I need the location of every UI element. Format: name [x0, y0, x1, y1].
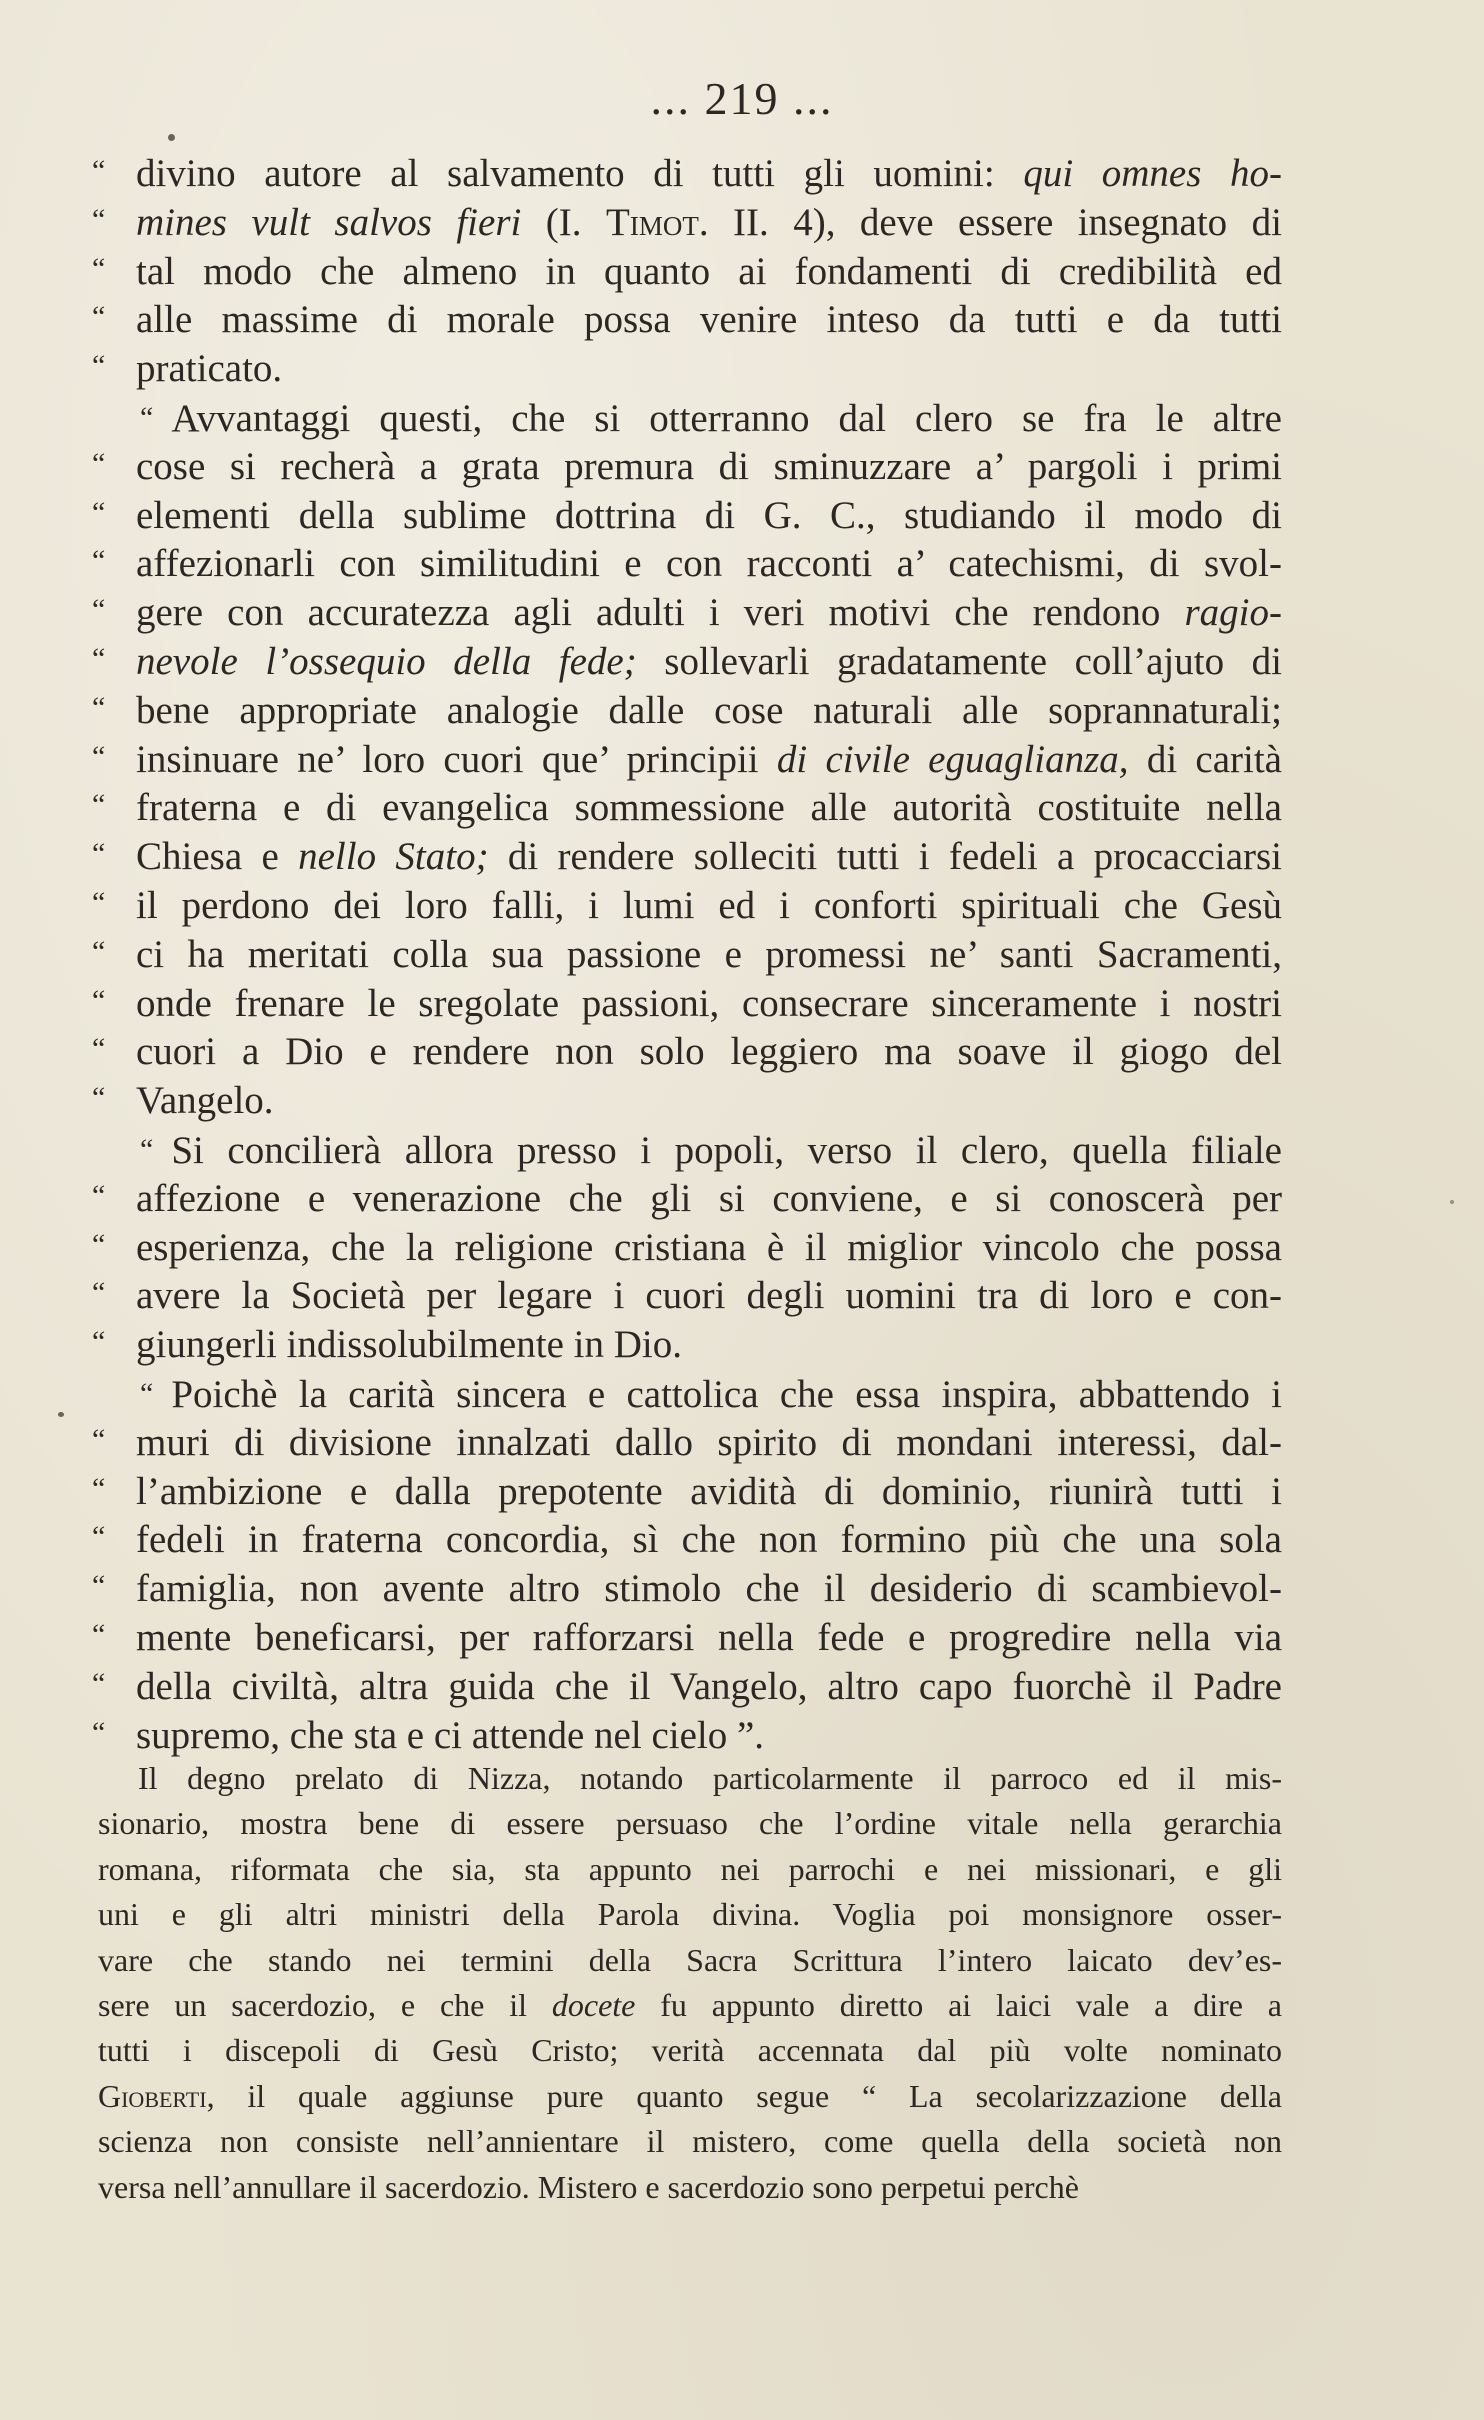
text-run: divino autore al salvamento di tutti gli uomini: [136, 152, 1024, 195]
line-text [136, 1614, 1282, 1663]
continuation-quote-mark: “ [92, 495, 106, 529]
quoted-line [92, 882, 1282, 931]
continuation-quote-mark: “ [92, 1471, 106, 1505]
quoted-line [92, 1077, 1282, 1126]
text-run: scienza non consiste nell’annientare il mistero, come quella della società non [98, 2123, 1282, 2160]
line-text [136, 882, 1282, 931]
text-run: gere con accuratezza agli adulti i veri motivi che rendono [136, 591, 1185, 635]
continuation-quote-mark: “ [92, 1569, 106, 1603]
text-run: esperienza, che la religione cristiana è il miglior vincolo che possa [136, 1225, 1282, 1269]
text-run: di rendere solleciti tutti i fedeli a procacciarsi [488, 835, 1282, 879]
text-run: (I. [521, 200, 606, 244]
line-text [136, 345, 1282, 394]
line-text [136, 1028, 1282, 1077]
quoted-line [92, 687, 1282, 736]
body-line [98, 1983, 1282, 2028]
italic-text: di civile eguaglianza, [776, 737, 1129, 781]
text-run: di carità [1128, 737, 1282, 781]
quoted-line [92, 1419, 1282, 1468]
line-text [136, 1712, 1282, 1761]
quoted-line [92, 443, 1282, 492]
quoted-line [92, 492, 1282, 541]
text-run: Il degno prelato di Nizza, notando particolarmente il parroco ed il mis- [138, 1760, 1282, 1796]
continuation-quote-mark: “ [92, 1715, 106, 1749]
continuation-quote-mark: “ [92, 1617, 106, 1651]
quoted-line [92, 1028, 1282, 1077]
line-text [140, 1126, 1282, 1176]
line-text [136, 443, 1282, 492]
text-run: tutti i discepoli di Gesù Cristo; verità accennata dal più volte nominato [98, 2032, 1282, 2069]
line-text [136, 199, 1282, 248]
text-run: insinuare ne’ loro cuori que’ principii [136, 737, 777, 781]
continuation-quote-mark: “ [92, 983, 106, 1017]
continuation-quote-mark: “ [92, 1520, 106, 1554]
quoted-line [92, 150, 1282, 199]
quoted-line [92, 199, 1282, 248]
italic-text: qui omnes ho- [1023, 152, 1282, 195]
quoted-line [92, 345, 1282, 394]
quoted-line [92, 589, 1282, 638]
text-run: famiglia, non avente altro stimolo che il desiderio di scambievol- [136, 1567, 1282, 1611]
text-run: affezione e venerazione che gli si conviene, e si conoscerà per [136, 1176, 1282, 1220]
quoted-line [92, 638, 1282, 687]
continuation-quote-mark: “ [92, 1276, 106, 1310]
quoted-line [92, 1565, 1282, 1614]
commentary-paragraph [98, 1756, 1282, 2210]
body-line [98, 1847, 1282, 1892]
body-line [98, 2165, 1282, 2210]
line-text [136, 1175, 1282, 1224]
text-run: il perdono dei loro falli, i lumi ed i conforti spirituali che Gesù [136, 883, 1282, 927]
line-text [136, 1077, 1282, 1126]
continuation-quote-mark: “ [92, 349, 106, 383]
small-caps-text: Gioberti [98, 2077, 207, 2114]
quoted-line [92, 736, 1282, 785]
line-text [136, 589, 1282, 638]
text-run: sollevarli gradatamente coll’ajuto di [636, 639, 1282, 683]
line-text [136, 492, 1282, 541]
body-line [98, 1938, 1282, 1983]
quoted-line [92, 540, 1282, 589]
body-line [98, 2028, 1282, 2073]
line-text [136, 1468, 1282, 1517]
opening-quote-mark: “ [140, 400, 154, 434]
text-run: . II. 4), deve essere insegnato di [698, 200, 1282, 244]
line-text [136, 1321, 1282, 1370]
italic-text: nevole l’ossequio della fede; [136, 639, 637, 683]
quoted-line [92, 1175, 1282, 1224]
text-run: onde frenare le sregolate passioni, consecrare sinceramente i nostri [136, 981, 1282, 1025]
line-text [136, 1272, 1282, 1321]
line-text [136, 980, 1282, 1029]
continuation-quote-mark: “ [92, 1178, 106, 1212]
quoted-line [92, 980, 1282, 1029]
text-run: ci ha meritati colla sua passione e promessi ne’ santi Sacramenti, [136, 932, 1282, 976]
quoted-line [92, 1516, 1282, 1565]
line-text [136, 736, 1282, 785]
text-run: Chiesa e [136, 835, 299, 879]
text-run: elementi della sublime dottrina di G. C., studiando il modo di [136, 493, 1282, 537]
line-text [136, 150, 1282, 199]
line-text [140, 1370, 1282, 1420]
continuation-quote-mark: “ [92, 202, 106, 236]
continuation-quote-mark: “ [92, 593, 106, 627]
text-run: mente beneficarsi, per rafforzarsi nella fede e progredire nella via [136, 1615, 1282, 1659]
text-run: Si concilierà allora presso i popoli, verso il clero, quella filiale [171, 1128, 1282, 1172]
text-run: uni e gli altri ministri della Parola divina. Voglia poi monsignore osser- [98, 1896, 1282, 1933]
text-run: alle massime di morale possa venire inteso da tutti e da tutti [136, 298, 1282, 342]
text-run: sere un sacerdozio, e che il [98, 1986, 552, 2023]
small-caps-text: Timot [606, 200, 699, 244]
text-run: vare che stando nei termini della Sacra Scrittura l’intero laicato dev’es- [98, 1941, 1282, 1978]
line-text [136, 784, 1282, 833]
text-run: versa nell’annullare il sacerdozio. Mistero e sacerdozio sono perpetui perchè [98, 2168, 1079, 2205]
text-run: avere la Società per legare i cuori degli uomini tra di loro e con- [136, 1274, 1282, 1318]
text-run: fraterna e di evangelica sommessione alle autorità costituite nella [136, 786, 1282, 830]
continuation-quote-mark: “ [92, 934, 106, 968]
quoted-line [92, 1126, 1282, 1175]
text-run: sionario, mostra bene di essere persuaso che l’ordine vitale nella gerarchia [98, 1805, 1282, 1842]
continuation-quote-mark: “ [92, 544, 106, 578]
text-run: giungerli indissolubilmente in Dio. [136, 1323, 682, 1367]
quoted-line [92, 1321, 1282, 1370]
continuation-quote-mark: “ [92, 885, 106, 919]
continuation-quote-mark: “ [92, 1422, 106, 1456]
text-run: tal modo che almeno in quanto ai fondamenti di credibilità ed [136, 249, 1282, 293]
continuation-quote-mark: “ [92, 251, 106, 285]
quoted-line [92, 1663, 1282, 1712]
quoted-line [92, 1468, 1282, 1517]
quoted-line [92, 248, 1282, 297]
body-line [98, 1756, 1282, 1801]
line-text [136, 1419, 1282, 1468]
line-text [136, 248, 1282, 297]
italic-text: nello Stato; [298, 835, 489, 879]
quoted-line [92, 931, 1282, 980]
text-run: romana, riformata che sia, sta appunto nei parrochi e nei missionari, e gli [98, 1850, 1282, 1887]
line-text [136, 1565, 1282, 1614]
ink-speck [1450, 1200, 1454, 1204]
line-text [136, 540, 1282, 589]
continuation-quote-mark: “ [92, 1032, 106, 1066]
text-run: Vangelo. [136, 1079, 274, 1123]
text-run: muri di divisione innalzati dallo spirito di mondani interessi, dal- [136, 1420, 1282, 1464]
text-run: fu appunto diretto ai laici vale a dire a [635, 1986, 1283, 2023]
text-run: praticato. [136, 347, 283, 391]
italic-text: ragio- [1184, 591, 1282, 635]
quoted-line [92, 394, 1282, 443]
line-text [136, 1516, 1282, 1565]
line-text [136, 833, 1282, 882]
quoted-line [92, 833, 1282, 882]
continuation-quote-mark: “ [92, 1227, 106, 1261]
continuation-quote-mark: “ [92, 446, 106, 480]
quoted-line [92, 1614, 1282, 1663]
text-run: della civiltà, altra guida che il Vangelo, altro capo fuorchè il Padre [136, 1664, 1282, 1708]
quoted-line [92, 296, 1282, 345]
line-text [136, 931, 1282, 980]
continuation-quote-mark: “ [92, 1325, 106, 1359]
opening-quote-mark: “ [140, 1376, 154, 1410]
line-text [140, 394, 1282, 444]
page-number: ... 219 ... [650, 73, 834, 124]
line-text [136, 687, 1282, 736]
continuation-quote-mark: “ [92, 1666, 106, 1700]
ink-speck [168, 134, 175, 141]
text-run: cuori a Dio e rendere non solo leggiero ma soave il giogo del [136, 1030, 1282, 1074]
line-text [136, 1663, 1282, 1712]
quoted-line [92, 784, 1282, 833]
quoted-passage [92, 150, 1282, 1760]
body-line [98, 1892, 1282, 1937]
continuation-quote-mark: “ [92, 1081, 106, 1115]
continuation-quote-mark: “ [92, 739, 106, 773]
italic-text: docete [551, 1986, 636, 2023]
body-line [98, 2119, 1282, 2164]
ink-speck [58, 1412, 64, 1417]
line-text [136, 1224, 1282, 1273]
body-line [98, 1801, 1282, 1846]
opening-quote-mark: “ [140, 1132, 154, 1166]
text-run: bene appropriate analogie dalle cose naturali alle soprannaturali; [136, 688, 1282, 732]
quoted-line [92, 1272, 1282, 1321]
quoted-line [92, 1370, 1282, 1419]
quoted-line [92, 1712, 1282, 1761]
continuation-quote-mark: “ [92, 641, 106, 675]
text-run: fedeli in fraterna concordia, sì che non formino più che una sola [136, 1518, 1282, 1562]
text-run: Poichè la carità sincera e cattolica che essa inspira, abbattendo i [171, 1372, 1282, 1416]
continuation-quote-mark: “ [92, 837, 106, 871]
italic-text: mines vult salvos fieri [136, 200, 522, 244]
continuation-quote-mark: “ [92, 154, 106, 187]
line-text [136, 296, 1282, 345]
text-run: Avvantaggi questi, che si otterranno dal clero se fra le altre [171, 396, 1282, 440]
text-run: , il quale aggiunse pure quanto segue “ La secolarizzazione della [206, 2077, 1282, 2114]
continuation-quote-mark: “ [92, 788, 106, 822]
quoted-line [92, 1224, 1282, 1273]
text-run: l’ambizione e dalla prepotente avidità di dominio, riunirà tutti i [136, 1469, 1282, 1513]
continuation-quote-mark: “ [92, 690, 106, 724]
continuation-quote-mark: “ [92, 300, 106, 334]
text-run: supremo, che sta e ci attende nel cielo ”. [136, 1713, 765, 1757]
text-run: affezionarli con similitudini e con racconti a’ catechismi, di svol- [136, 542, 1282, 586]
line-text [136, 638, 1282, 687]
text-run: cose si recherà a grata premura di sminuzzare a’ pargoli i primi [136, 444, 1282, 488]
body-line [98, 2074, 1282, 2119]
